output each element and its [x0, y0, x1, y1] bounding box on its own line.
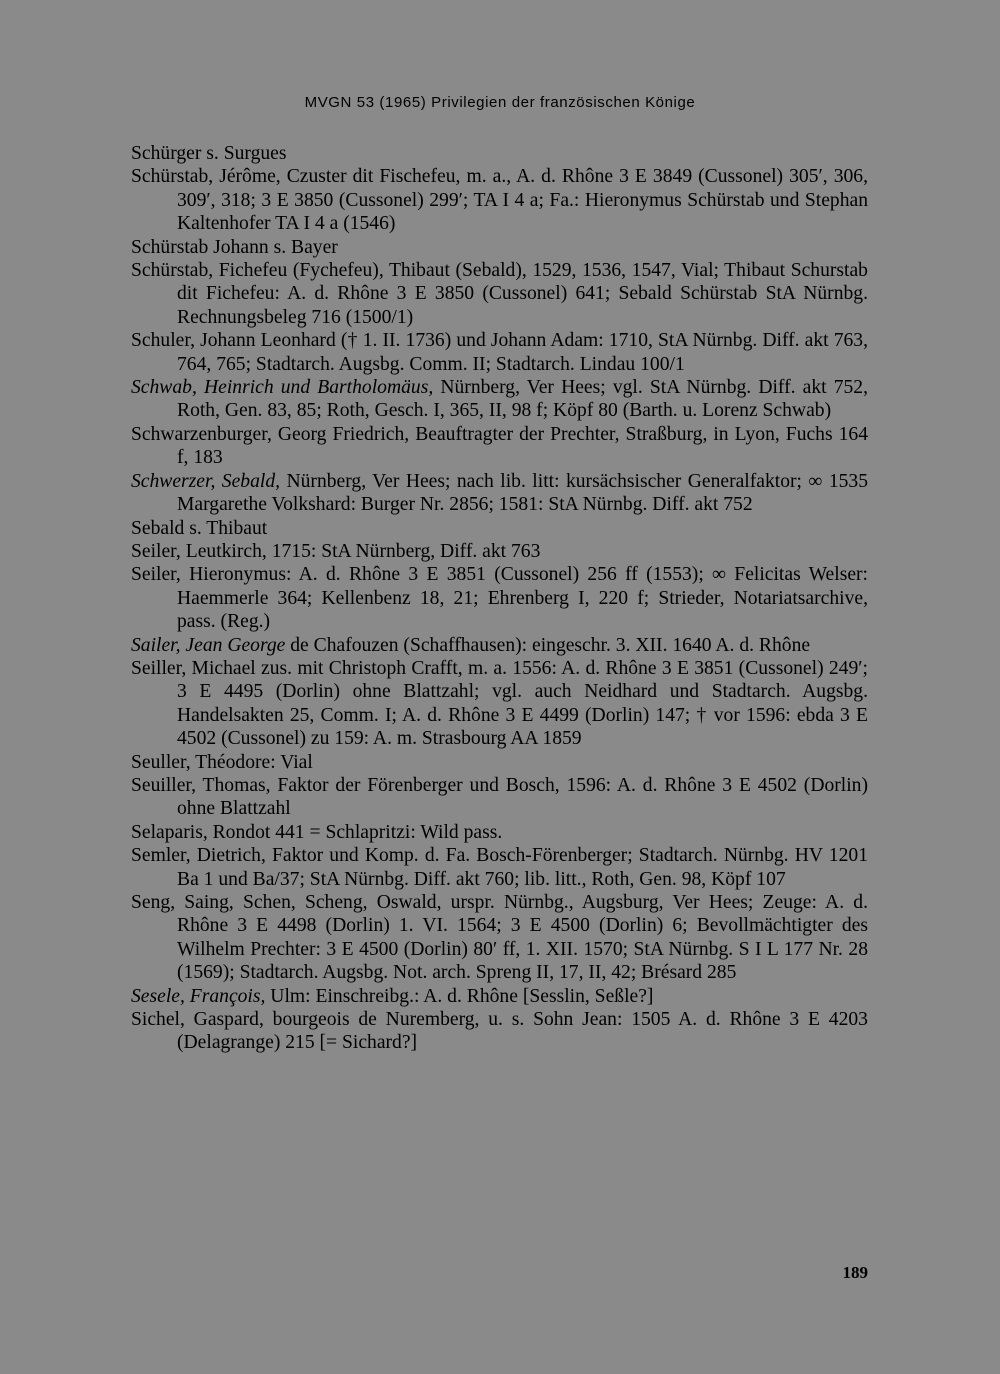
- entry-text: Vial: [275, 751, 313, 773]
- entry-name: Seiller, Michael: [131, 657, 256, 679]
- register-entry: [131, 142, 868, 165]
- register-entry: [131, 774, 868, 821]
- entry-text: de Chafouzen (Schaffhausen): eingeschr. 3. XII. 1640 A. d. Rhône: [285, 634, 811, 656]
- register-entry: [131, 891, 868, 985]
- entry-name: Seiler,: [131, 540, 181, 562]
- entry-name: Schwerzer, Sebald,: [131, 470, 281, 492]
- register-entry: [131, 1008, 868, 1055]
- entry-name: Schürstab, Jérôme,: [131, 166, 281, 188]
- register-entry: [131, 821, 868, 844]
- register-entry: [131, 329, 868, 376]
- running-head: MVGN 53 (1965) Privilegien der französischen Könige: [304, 94, 696, 111]
- entry-text: s. Bayer: [268, 236, 338, 258]
- entry-name: Schwarzenburger, Georg Friedrich,: [131, 423, 410, 445]
- entry-text: A. d. Rhône 3 E 3851 (Cussonel) 256 ff (1553); ∞ Felicitas Welser: Haemmerle 364; Kellenbenz 18, 21; Ehrenberg I, 220 f; Strieder, Notariatsarchive, pass. (Reg.): [177, 564, 868, 633]
- register-entry: [131, 423, 868, 470]
- entry-text: 1529, 1536, 1547, Vial; Thibaut Schurstab dit Fichefeu: A. d. Rhône 3 E 3850 (Cussonel) 641; Sebald Schürstab StA Nürnbg. Rechnungsbeleg 716 (1500/1): [177, 260, 868, 328]
- entry-name: Sesele, François,: [131, 985, 266, 1007]
- register-entry: [131, 634, 868, 657]
- register-entry: [131, 259, 868, 329]
- register-entry: [131, 657, 868, 751]
- register-entry: [131, 165, 868, 235]
- entry-text: Ulm: Einschreibg.: A. d. Rhône [Sesslin, Seßle?]: [265, 985, 654, 1007]
- entry-text: († 1. II. 1736) und Johann Adam: 1710, StA Nürnbg. Diff. akt 763, 764, 765; Stadtarch. Augsbg. Comm. II; Stadtarch. Lindau 100/1: [177, 330, 868, 375]
- register-entry: [131, 517, 868, 540]
- entry-name: Schürstab Johann: [131, 236, 269, 258]
- entry-name: Selaparis, Rondot 441: [131, 821, 305, 843]
- entry-name: Schürstab, Fichefeu (Fychefeu), Thibaut (Sebald),: [131, 260, 527, 282]
- entry-name: Seuiller, Thomas,: [131, 774, 271, 796]
- register-entry: [131, 563, 868, 633]
- entry-text: s. Thibaut: [184, 517, 268, 539]
- entry-name: Sichel, Gaspard,: [131, 1009, 264, 1031]
- entry-name: Seng, Saing, Schen, Scheng, Oswald,: [131, 892, 442, 913]
- entry-name: Schürger: [131, 143, 202, 164]
- register-entry: [131, 844, 868, 891]
- entry-text: Czuster dit Fischefeu, m. a., A. d. Rhône 3 E 3849 (Cussonel) 305′, 306, 309′, 318; 3 E 3850 (Cussonel) 299′; TA I 4 a; Fa.: Hieronymus Schürstab und Stephan Kaltenhofer TA I 4 a (1546): [177, 166, 868, 235]
- entry-name: Schwab, Heinrich und Bartholomäus,: [131, 377, 434, 399]
- register-entry: [131, 751, 868, 774]
- entry-list: [131, 142, 868, 1055]
- entry-name: Schuler, Johann Leonhard: [131, 330, 336, 352]
- entry-name: Sebald: [131, 517, 185, 539]
- page-number: 189: [842, 1263, 868, 1282]
- entry-text: s. Surgues: [201, 143, 287, 164]
- entry-text: Beauftragter der Prechter, Straßburg, in Lyon, Fuchs 164 f, 183: [177, 423, 869, 469]
- entry-text: Faktor und Komp. d. Fa. Bosch-Förenberger; Stadtarch. Nürnbg. HV 1201 Ba 1 und Ba/37; StA Nürnbg. Diff. akt 760; lib. litt., Roth, Gen. 98, Köpf 107: [177, 845, 868, 890]
- register-entry: [131, 236, 868, 259]
- register-entry: [131, 540, 868, 563]
- entry-name: Sailer, Jean George: [131, 634, 286, 656]
- entry-name: Semler, Dietrich,: [131, 845, 266, 867]
- entry-name: Seiler, Hieronymus:: [131, 564, 292, 586]
- entry-name: Seuller, Théodore:: [131, 751, 276, 773]
- entry-text: Nürnberg, Ver Hees; vgl. StA Nürnbg. Diff. akt 752, Roth, Gen. 83, 85; Roth, Gesch. I, 365, II, 98 f; Köpf 80 (Barth. u. Lorenz Schwab): [177, 377, 868, 422]
- register-entry: [131, 985, 868, 1008]
- register-entry: [131, 376, 868, 423]
- entry-text: urspr. Nürnbg., Augsburg, Ver Hees; Zeuge: A. d. Rhône 3 E 4498 (Dorlin) 1. VI. 1564; 3 E 4500 (Dorlin) 6; Bevollmächtigter des Wilhelm Prechter: 3 E 4500 (Dorlin) 80′ ff, 1. XII. 1570; StA Nürnbg. S I L 177 Nr. 28 (1569); Stadtarch. Augsbg. Not. arch. Spreng II, 17, II, 42; Brésard 285: [177, 892, 868, 984]
- entry-text: Faktor der Förenberger und Bosch, 1596: A. d. Rhône 3 E 4502 (Dorlin) ohne Blattzahl: [177, 774, 868, 820]
- register-entry: [131, 470, 868, 517]
- entry-text: Leutkirch, 1715: StA Nürnberg, Diff. akt 763: [180, 540, 541, 562]
- entry-text: = Schlapritzi: Wild pass.: [304, 821, 503, 843]
- entry-text: Nürnberg, Ver Hees; nach lib. litt: kursächsischer Generalfaktor; ∞ 1535 Margarethe Volkshard: Burger Nr. 2856; 1581: StA Nürnbg. Diff. akt 752: [177, 470, 869, 516]
- entry-text: zus. mit Christoph Crafft, m. a. 1556: A. d. Rhône 3 E 3851 (Cussonel) 249′; 3 E 4495 (Dorlin) ohne Blattzahl; vgl. auch Neidhard und Stadtarch. Augsbg. Handelsakten 25, Comm. I; A. d. Rhône 3 E 4499 (Dorlin) 147; † vor 1596: ebda 3 E 4502 (Cussonel) zu 159: A. m. Strasbourg AA 1859: [177, 657, 868, 750]
- entry-text: bourgeois de Nuremberg, u. s. Sohn Jean: 1505 A. d. Rhône 3 E 4203 (Delagrange) 215 [= Sichard?]: [177, 1009, 868, 1054]
